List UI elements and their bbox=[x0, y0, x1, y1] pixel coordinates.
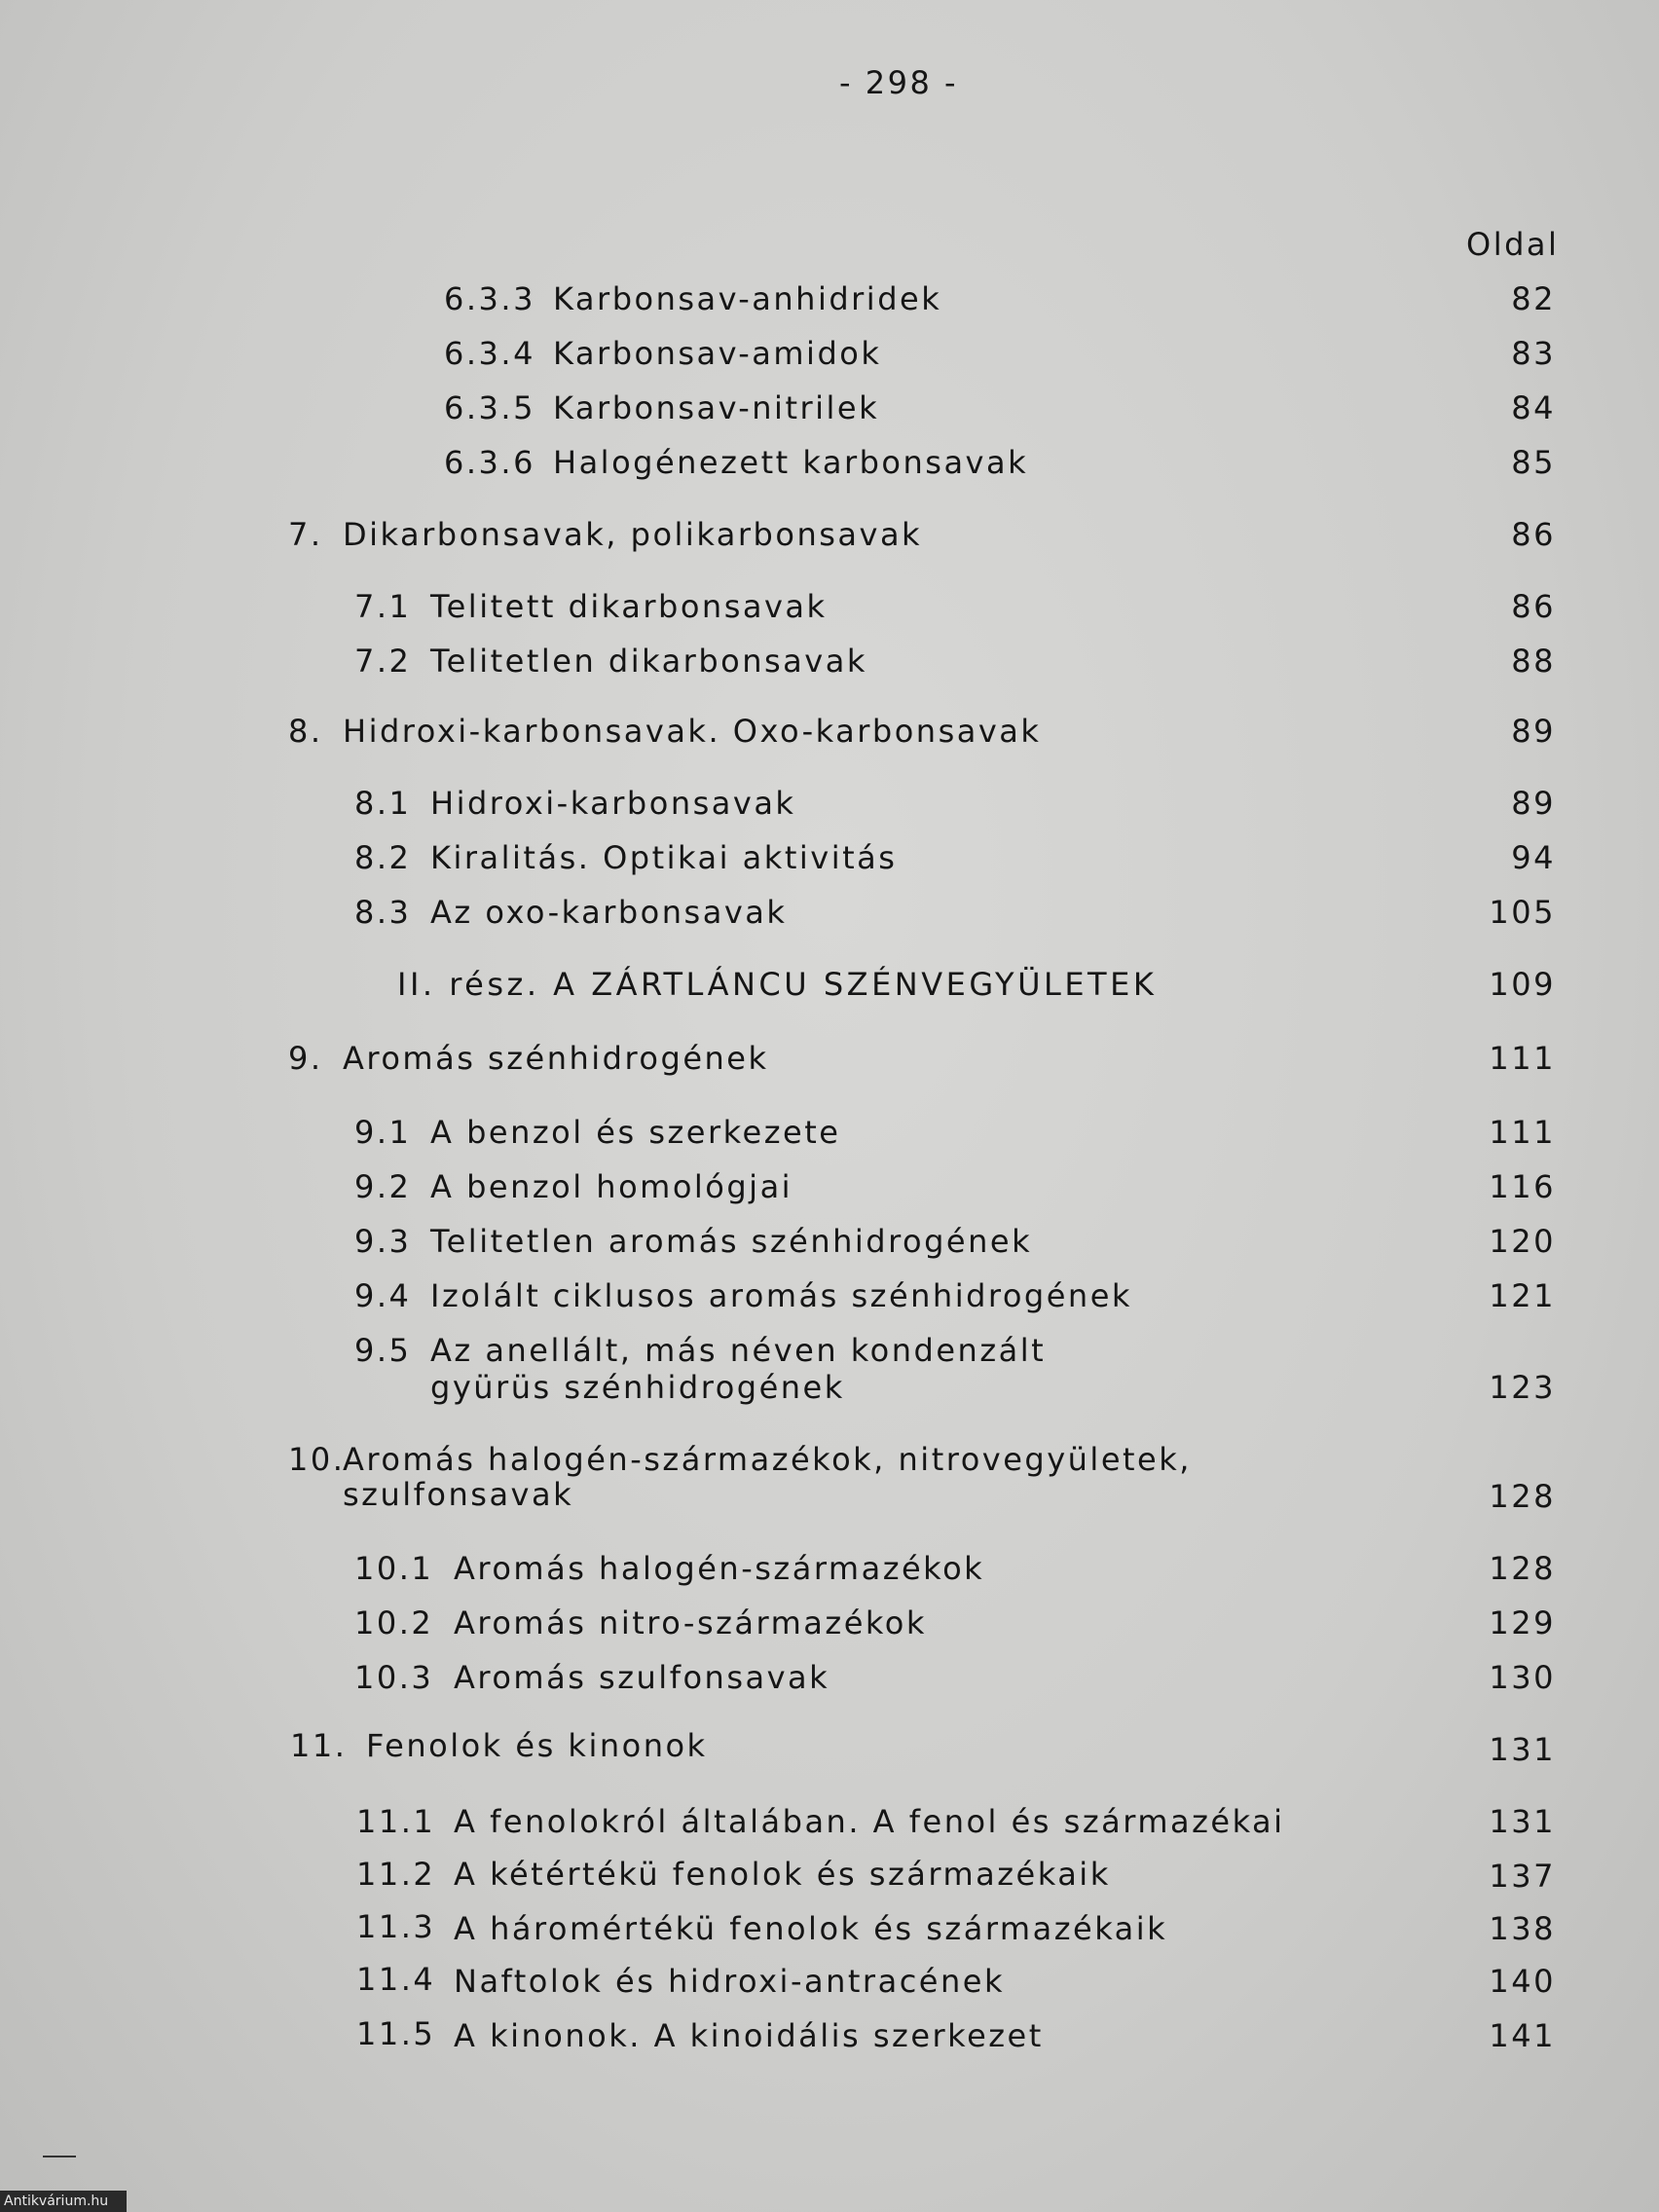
toc-chapter-number: 10. bbox=[288, 1441, 346, 1478]
toc-page: 138 bbox=[1489, 1910, 1556, 1947]
toc-title: Telitett dikarbonsavak bbox=[430, 588, 828, 625]
toc-title-continued: szulfonsavak bbox=[343, 1476, 574, 1513]
toc-page: 88 bbox=[1511, 643, 1556, 680]
toc-number: 6.3.5 bbox=[444, 389, 535, 426]
toc-title: Aromás szulfonsavak bbox=[454, 1659, 830, 1696]
toc-title: A fenolokról általában. A fenol és származékai bbox=[454, 1803, 1285, 1840]
page-number: - 298 - bbox=[839, 64, 959, 101]
toc-number: 10.1 bbox=[354, 1550, 434, 1587]
toc-page: 128 bbox=[1489, 1478, 1556, 1515]
toc-number: 6.3.3 bbox=[444, 280, 535, 317]
toc-title: A kinonok. A kinoidális szerkezet bbox=[454, 2017, 1044, 2054]
toc-page: 86 bbox=[1511, 588, 1556, 625]
toc-title: A benzol homológjai bbox=[430, 1168, 793, 1205]
toc-page: 116 bbox=[1489, 1168, 1556, 1205]
toc-page: 128 bbox=[1489, 1550, 1556, 1587]
toc-number: 8.1 bbox=[354, 785, 412, 822]
toc-title: Karbonsav-nitrilek bbox=[553, 389, 880, 426]
toc-title: Izolált ciklusos aromás szénhidrogének bbox=[430, 1277, 1132, 1314]
toc-number: 11.4 bbox=[356, 1961, 436, 1998]
toc-chapter-title: Fenolok és kinonok bbox=[366, 1727, 708, 1764]
toc-number: 7.2 bbox=[354, 643, 412, 680]
toc-chapter-number: 8. bbox=[288, 713, 323, 750]
toc-part-title: II. rész. A ZÁRTLÁNCU SZÉNVEGYÜLETEK bbox=[397, 966, 1158, 1003]
toc-title: Aromás halogén-származékok bbox=[454, 1550, 985, 1587]
toc-number: 8.3 bbox=[354, 894, 412, 931]
toc-title: A kétértékü fenolok és származékaik bbox=[454, 1856, 1111, 1893]
toc-number: 11.5 bbox=[356, 2015, 436, 2052]
toc-page: 83 bbox=[1511, 335, 1556, 372]
toc-title: Aromás nitro-származékok bbox=[454, 1604, 927, 1641]
toc-number: 6.3.6 bbox=[444, 444, 535, 481]
toc-page: 130 bbox=[1489, 1659, 1556, 1696]
toc-number: 10.2 bbox=[354, 1604, 434, 1641]
toc-chapter-title: Aromás szénhidrogének bbox=[343, 1040, 769, 1077]
toc-page: 111 bbox=[1489, 1040, 1556, 1077]
toc-number: 11.1 bbox=[356, 1803, 436, 1840]
toc-page: 140 bbox=[1489, 1963, 1556, 2000]
toc-title: Telitetlen aromás szénhidrogének bbox=[430, 1223, 1033, 1260]
toc-title: Az oxo-karbonsavak bbox=[430, 894, 788, 931]
toc-page: 85 bbox=[1511, 444, 1556, 481]
toc-page: 89 bbox=[1511, 713, 1556, 750]
toc-number: 11.3 bbox=[356, 1908, 436, 1945]
toc-page: 123 bbox=[1489, 1369, 1556, 1406]
toc-page: 131 bbox=[1489, 1731, 1556, 1768]
toc-chapter-title: Hidroxi-karbonsavak. Oxo-karbonsavak bbox=[343, 713, 1042, 750]
toc-number: 9.3 bbox=[354, 1223, 412, 1260]
toc-page: 137 bbox=[1489, 1858, 1556, 1895]
toc-page: 129 bbox=[1489, 1604, 1556, 1641]
toc-chapter-title: Aromás halogén-származékok, nitrovegyületek, bbox=[343, 1441, 1192, 1478]
toc-page: 89 bbox=[1511, 785, 1556, 822]
toc-page: 111 bbox=[1489, 1114, 1556, 1151]
toc-page: 121 bbox=[1489, 1277, 1556, 1314]
toc-page: 131 bbox=[1489, 1803, 1556, 1840]
toc-number: 7.1 bbox=[354, 588, 412, 625]
toc-number: 9.5 bbox=[354, 1332, 412, 1369]
toc-title: A háromértékü fenolok és származékaik bbox=[454, 1910, 1168, 1947]
toc-page: 109 bbox=[1489, 966, 1556, 1003]
toc-number: 9.4 bbox=[354, 1277, 412, 1314]
toc-title: Karbonsav-amidok bbox=[553, 335, 882, 372]
oldal-header: Oldal bbox=[1466, 226, 1560, 263]
toc-title: Telitetlen dikarbonsavak bbox=[430, 643, 867, 680]
toc-number: 6.3.4 bbox=[444, 335, 535, 372]
toc-number: 11.2 bbox=[356, 1856, 436, 1893]
toc-title: Halogénezett karbonsavak bbox=[553, 444, 1029, 481]
toc-chapter-number: 9. bbox=[288, 1040, 323, 1077]
margin-dash bbox=[43, 2156, 76, 2157]
toc-title: Kiralitás. Optikai aktivitás bbox=[430, 839, 898, 876]
toc-page: 120 bbox=[1489, 1223, 1556, 1260]
toc-title: Karbonsav-anhidridek bbox=[553, 280, 942, 317]
toc-page: 84 bbox=[1511, 389, 1556, 426]
toc-page: 82 bbox=[1511, 280, 1556, 317]
toc-page: 94 bbox=[1511, 839, 1556, 876]
watermark: Antikvárium.hu bbox=[0, 2191, 127, 2212]
toc-chapter-number: 7. bbox=[288, 516, 323, 553]
toc-page: 141 bbox=[1489, 2017, 1556, 2054]
toc-number: 9.1 bbox=[354, 1114, 412, 1151]
toc-title: Hidroxi-karbonsavak bbox=[430, 785, 796, 822]
toc-number: 9.2 bbox=[354, 1168, 412, 1205]
toc-title: Az anellált, más néven kondenzált bbox=[430, 1332, 1047, 1369]
toc-title: Naftolok és hidroxi-antracének bbox=[454, 1963, 1005, 2000]
toc-number: 8.2 bbox=[354, 839, 412, 876]
toc-page: 86 bbox=[1511, 516, 1556, 553]
toc-chapter-number: 11. bbox=[290, 1727, 348, 1764]
toc-number: 10.3 bbox=[354, 1659, 434, 1696]
toc-title-continued: gyürüs szénhidrogének bbox=[430, 1369, 845, 1406]
toc-page: 105 bbox=[1489, 894, 1556, 931]
toc-title: A benzol és szerkezete bbox=[430, 1114, 841, 1151]
toc-chapter-title: Dikarbonsavak, polikarbonsavak bbox=[343, 516, 923, 553]
